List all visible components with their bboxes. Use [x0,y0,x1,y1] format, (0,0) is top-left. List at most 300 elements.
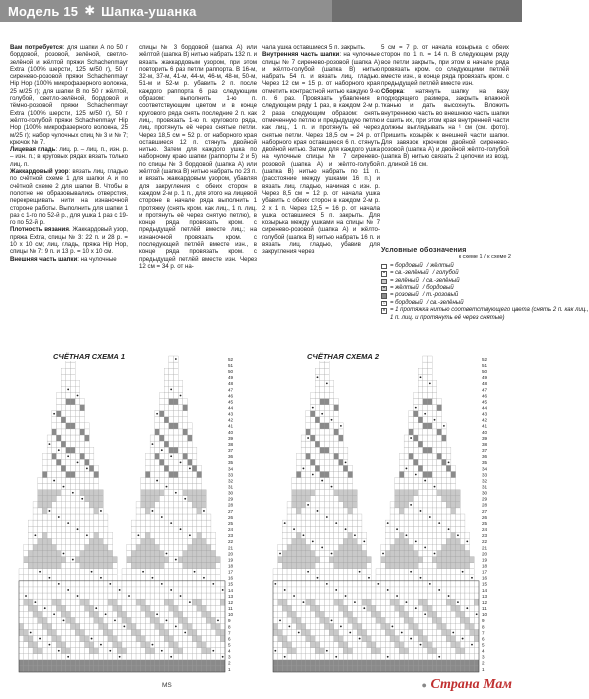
chart-cell [362,587,367,593]
chart-cell [376,605,381,611]
chart-cell [320,593,325,599]
chart-cell [206,593,211,599]
chart-cell [28,593,33,599]
chart-row-number: 47 [228,387,234,393]
chart-cell [296,465,301,471]
chart-cell [174,654,179,660]
chart-cell [451,471,456,477]
chart-cell [169,636,174,642]
chart-cell [339,447,344,453]
chart-cell [432,399,437,405]
chart-cell [75,532,80,538]
chart-cell [80,563,85,569]
chart-cell [80,435,85,441]
chart-cell [164,642,169,648]
chart-cell [428,508,433,514]
chart-cell [28,599,33,605]
chart-cell [465,593,470,599]
chart-cell [113,611,118,617]
chart-cell [75,544,80,550]
chart-row-number: 23 [482,533,488,539]
chart-cell [28,636,33,642]
chart-cell [94,642,99,648]
chart-row-number: 17 [228,569,234,575]
chart-cell [432,636,437,642]
chart-cell [103,538,108,544]
chart-cell [28,654,33,660]
chart-cell [343,575,348,581]
chart-cell [296,508,301,514]
chart-cell [451,484,456,490]
chart-cell [399,520,404,526]
chart-cell [465,623,470,629]
chart-cell [339,502,344,508]
chart-cell [108,557,113,563]
chart-cell [418,593,423,599]
chart-cell [85,484,90,490]
chart-cell [183,563,188,569]
chart-cell [38,484,43,490]
chart-cell [343,599,348,605]
chart-cell [348,484,353,490]
chart-cell [442,617,447,623]
chart-dot [284,656,286,658]
chart-cell [178,611,183,617]
chart-cell [52,441,57,447]
chart-cell [310,447,315,453]
chart-cell [216,587,221,593]
chart-cell [56,399,61,405]
chart-cell [19,593,24,599]
chart-cell [66,465,71,471]
chart-cell [174,617,179,623]
chart-cell [423,356,428,362]
chart-cell [192,654,197,660]
chart-cell [33,666,38,672]
chart-cell [47,617,52,623]
chart-cell [71,563,76,569]
chart-dot [415,607,417,609]
chart-cell [409,629,414,635]
chart-cell [56,496,61,502]
chart-row-number: 51 [482,362,488,368]
chart-cell [362,623,367,629]
chart-cell [24,599,29,605]
chart-cell [141,581,146,587]
chart-cell [66,429,71,435]
chart-cell [192,636,197,642]
chart-cell [348,654,353,660]
chart-cell [94,502,99,508]
chart-cell [456,496,461,502]
chart-cell [423,508,428,514]
chart-cell [292,587,297,593]
chart-cell [339,660,344,666]
chart-dot [420,376,422,378]
chart-cell [395,666,400,672]
chart-cell [174,471,179,477]
chart-cell [451,648,456,654]
chart-cell [329,478,334,484]
chart-cell [85,429,90,435]
chart-cell [33,617,38,623]
chart-cell [325,386,330,392]
chart-cell [178,550,183,556]
chart-cell [381,611,386,617]
chart-dot [406,534,408,536]
chart-dot [279,553,281,555]
chart-cell [310,508,315,514]
chart-cell [339,611,344,617]
chart-cell [325,392,330,398]
chart-cell [418,587,423,593]
chart-cell [150,453,155,459]
chart-cell [174,642,179,648]
chart-row-number: 11 [228,606,233,612]
chart-cell [306,496,311,502]
chart-cell [178,581,183,587]
chart-cell [188,508,193,514]
chart-cell [287,593,292,599]
chart-cell [325,362,330,368]
chart-cell [329,392,334,398]
chart-cell [159,666,164,672]
legend-swatch: • [381,286,387,292]
chart-cell [325,471,330,477]
chart-cell [301,453,306,459]
chart-dot [156,480,158,482]
chart-cell [174,593,179,599]
chart-cell [432,392,437,398]
chart-cell [362,575,367,581]
chart-cell [339,435,344,441]
chart-cell [169,374,174,380]
chart-cell [432,605,437,611]
chart-cell [113,642,118,648]
chart-cell [273,611,278,617]
chart-cell [131,532,136,538]
chart-cell [136,526,141,532]
chart-cell [183,544,188,550]
chart-cell [89,593,94,599]
chart-cell [292,544,297,550]
chart-cell [169,496,174,502]
chart-cell [287,563,292,569]
chart-cell [178,636,183,642]
chart-cell [145,508,150,514]
chart-cell [174,374,179,380]
chart-cell [310,593,315,599]
chart-cell [315,453,320,459]
chart-cell [117,666,122,672]
chart-cell [38,496,43,502]
chart-cell [61,405,66,411]
chart-dot [81,498,83,500]
chart-cell [404,569,409,575]
chart-cell [99,496,104,502]
chart-cell [456,648,461,654]
chart-cell [38,581,43,587]
chart-cell [423,490,428,496]
chart-cell [103,563,108,569]
chart-cell [127,623,132,629]
chart-cell [437,642,442,648]
chart-cell [89,544,94,550]
chart-dot [203,510,205,512]
chart-cell [150,465,155,471]
chart-cell [174,380,179,386]
chart-cell [357,581,362,587]
chart-row-number: 14 [228,587,234,593]
chart-cell [24,587,29,593]
chart-cell [399,490,404,496]
chart-cell [80,642,85,648]
chart-cell [339,636,344,642]
chart-cell [446,557,451,563]
chart-scheme-2 [269,350,501,680]
chart-cell [381,544,386,550]
chart-cell [353,550,358,556]
chart-cell [202,648,207,654]
chart-dot [49,510,51,512]
chart-cell [310,617,315,623]
chart-cell [24,666,29,672]
chart-cell [145,611,150,617]
chart-row-number: 25 [482,520,488,526]
chart-cell [390,599,395,605]
chart-cell [399,550,404,556]
chart-cell [71,532,76,538]
chart-cell [432,435,437,441]
chart-cell [56,660,61,666]
chart-cell [329,611,334,617]
chart-cell [432,611,437,617]
chart-cell [395,557,400,563]
chart-cell [385,636,390,642]
chart-cell [80,502,85,508]
chart-cell [159,532,164,538]
chart-cell [287,557,292,563]
chart-cell [71,660,76,666]
chart-row-number: 36 [482,454,488,460]
chart-cell [24,648,29,654]
chart-cell [94,465,99,471]
chart-dot [448,461,450,463]
chart-cell [94,496,99,502]
chart-cell [339,581,344,587]
chart-cell [145,478,150,484]
chart-cell [52,666,57,672]
model-number: Модель 15 [8,3,79,19]
chart-cell [47,532,52,538]
chart-dot [161,516,163,518]
chart-cell [329,569,334,575]
chart-cell [282,581,287,587]
chart-cell [197,581,202,587]
chart-cell [164,611,169,617]
chart-cell [169,660,174,666]
chart-cell [94,478,99,484]
chart-cell [103,605,108,611]
chart-cell [418,623,423,629]
chart-cell [155,629,160,635]
chart-cell [159,423,164,429]
chart-cell [192,514,197,520]
chart-cell [38,593,43,599]
chart-dot [100,510,102,512]
chart-cell [89,611,94,617]
chart-cell [47,453,52,459]
chart-cell [136,520,141,526]
chart-cell [145,538,150,544]
chart-cell [423,575,428,581]
chart-cell [28,575,33,581]
chart-dot [170,656,172,658]
chart-cell [169,611,174,617]
chart-cell [395,478,400,484]
chart-cell [61,490,66,496]
chart-cell [197,587,202,593]
chart-cell [404,447,409,453]
chart-cell [38,550,43,556]
chart-cell [183,575,188,581]
chart-cell [75,471,80,477]
chart-cell [159,526,164,532]
chart-cell [174,514,179,520]
chart-cell [343,666,348,672]
chart-cell [164,405,169,411]
chart-cell [306,623,311,629]
chart-cell [75,617,80,623]
chart-cell [362,581,367,587]
chart-row-number: 49 [482,375,488,381]
chart-cell [131,593,136,599]
chart-cell [413,587,418,593]
chart-cell [150,490,155,496]
chart-cell [71,502,76,508]
chart-cell [136,617,141,623]
chart-cell [278,629,283,635]
chart-cell [418,405,423,411]
chart-cell [47,563,52,569]
chart-cell [122,629,127,635]
chart-cell [428,417,433,423]
chart-cell [306,575,311,581]
chart-cell [451,478,456,484]
chart-cell [325,508,330,514]
chart-cell [310,569,315,575]
chart-cell [75,550,80,556]
chart-cell [418,484,423,490]
chart-cell [404,496,409,502]
jacquard-label: Жаккардовый узор [10,168,69,176]
chart-row-number: 27 [482,508,488,514]
chart-cell [94,648,99,654]
chart-cell [94,520,99,526]
chart-cell [188,642,193,648]
chart-cell [273,605,278,611]
chart-cell [381,654,386,660]
chart-cell [432,411,437,417]
chart-cell [301,636,306,642]
chart-cell [94,532,99,538]
chart-row-number: 49 [228,375,234,381]
chart-row-number: 51 [228,362,234,368]
chart-cell [278,666,283,672]
chart-cell [141,605,146,611]
chart-cell [423,532,428,538]
chart-cell [75,666,80,672]
chart-cell [155,520,160,526]
chart-cell [66,611,71,617]
chart-cell [296,587,301,593]
chart-cell [348,465,353,471]
chart-cell [66,660,71,666]
chart-cell [399,471,404,477]
chart-cell [52,654,57,660]
chart-cell [85,478,90,484]
chart-cell [164,544,169,550]
chart-cell [47,478,52,484]
chart-cell [353,636,358,642]
chart-row-number: 12 [228,599,234,605]
chart-cell [178,465,183,471]
chart-cell [442,563,447,569]
chart-cell [301,441,306,447]
chart-cell [122,605,127,611]
chart-cell [292,629,297,635]
chart-cell [428,374,433,380]
chart-cell [446,447,451,453]
chart-dot [53,613,55,615]
chart-cell [155,417,160,423]
chart-dot [326,382,328,384]
chart-cell [188,575,193,581]
chart-cell [99,520,104,526]
chart-cell [325,642,330,648]
chart-dot [30,632,32,634]
chart-cell [94,660,99,666]
chart-row-number: 19 [228,557,234,563]
chart-cell [399,593,404,599]
chart-scheme-1 [15,350,247,680]
chart-cell [278,557,283,563]
chart-cell [155,441,160,447]
chart-dot [91,638,93,640]
chart-cell [80,441,85,447]
chart-row-number: 32 [482,478,488,484]
chart-cell [56,575,61,581]
chart-cell [164,563,169,569]
chart-cell [183,587,188,593]
chart-cell [320,611,325,617]
chart-cell [136,581,141,587]
chart-cell [353,520,358,526]
chart-row-number: 22 [228,539,234,545]
chart-cell [174,587,179,593]
chart-cell [465,581,470,587]
chart-cell [127,654,132,660]
chart-cell [437,490,442,496]
chart-cell [197,642,202,648]
chart-cell [334,593,339,599]
chart-cell [183,532,188,538]
chart-cell [71,514,76,520]
chart-cell [75,411,80,417]
chart-cell [71,599,76,605]
chart-cell [418,563,423,569]
chart-cell [413,629,418,635]
